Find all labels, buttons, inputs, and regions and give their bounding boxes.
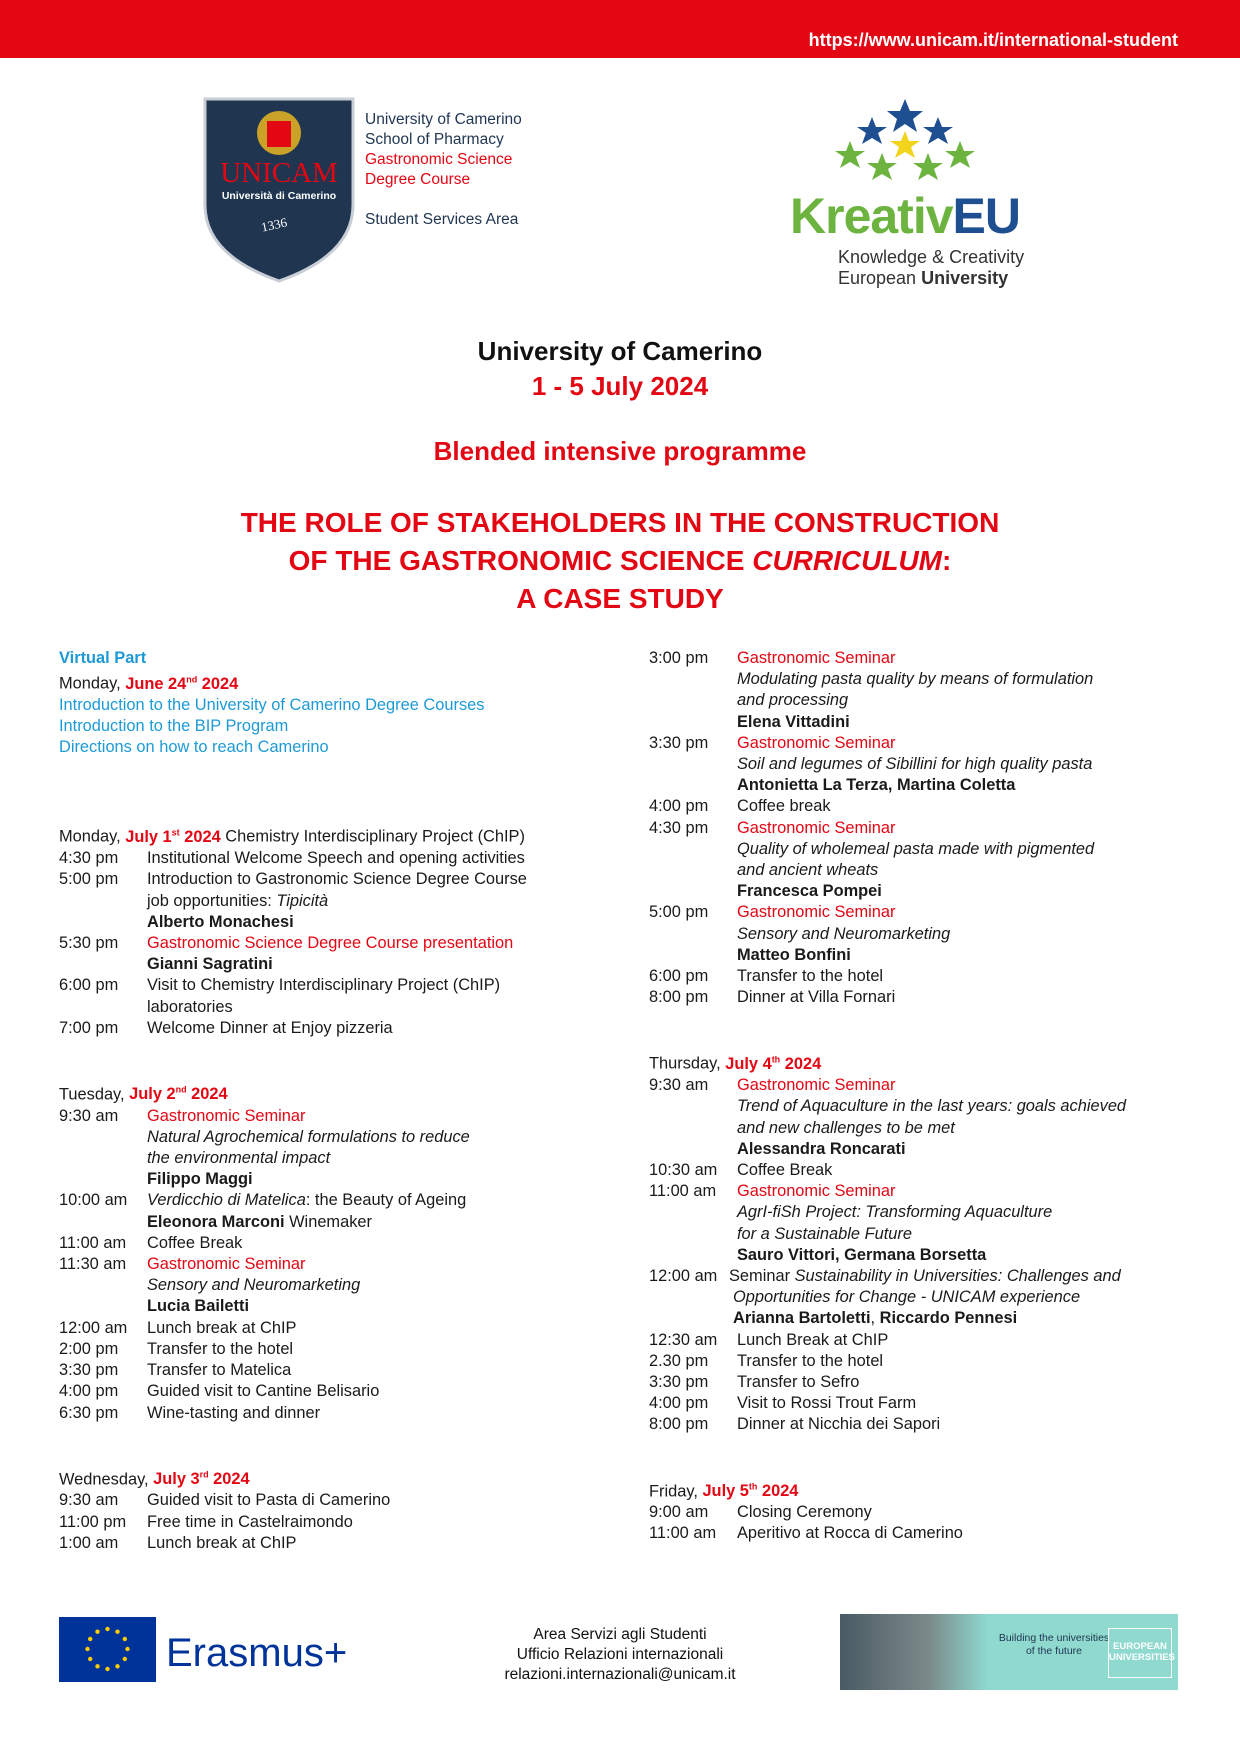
day-tuesday: Tuesday, July 2nd 2024 9:30 am Gastronomic Seminar Natural Agrochemical formulations to reduce the environmental impact Filippo Maggi 10:00 am Verdicchio di Matelica: the Beauty of Ageing Eleonora Marconi Winemaker 11:00 am Coffee Break 11:30 am Gastronomic Seminar Sensory and Neuromarketing Lucia Bailetti 12:00 am Lunch break at ChIP 2:00 pm Transfer to the hotel 3:30 pm Transfer to Matelica 4:00 pm Guided visit to Cantine Belisario 6:30 pm Wine-tasting and dinner <box>59 1080 619 1424</box>
schedule-row: 11:30 am Gastronomic Seminar Sensory and Neuromarketing Lucia Bailetti <box>59 1255 361 1316</box>
schedule-row: 2.30 pm Transfer to the hotel <box>649 1351 884 1370</box>
contact-info: Area Servizi agli Studenti Ufficio Relazioni internazionali relazioni.internazionali@unicam.it <box>440 1625 800 1685</box>
kreativeu-wordmark: KreativEU <box>790 188 1020 244</box>
schedule-row: 5:00 pm Gastronomic Seminar Sensory and Neuromarketing Matteo Bonfini <box>649 903 951 964</box>
erasmus-wordmark: Erasmus+ <box>166 1631 348 1675</box>
unicam-shield-logo <box>201 95 357 285</box>
contact-email[interactable]: relazioni.internazionali@unicam.it <box>504 1666 736 1683</box>
schedule-row: 11:00 am Gastronomic Seminar AgrI-fiSh Project: Transforming Aquaculture for a Sustainable Future Sauro Vittori, Germana Borsetta <box>649 1182 1053 1264</box>
eu-flag-icon <box>59 1617 156 1682</box>
schedule-row: 1:00 am Lunch break at ChIP <box>59 1533 297 1552</box>
schedule-row: 11:00 am Coffee Break <box>59 1233 243 1252</box>
top-banner <box>0 0 1240 58</box>
schedule-row: 4:00 pm Guided visit to Cantine Belisario <box>59 1382 380 1401</box>
schedule-row: 5:00 pm Introduction to Gastronomic Science Degree Course job opportunities: Tipicità Alberto Monachesi <box>59 870 527 931</box>
schedule-row: 12:00 am Seminar Sustainability in Universities: Challenges and Opportunities for Change - UNICAM experience Arianna Bartoletti, Riccardo Pennesi <box>649 1266 1121 1328</box>
list-item: Directions on how to reach Camerino <box>59 738 329 757</box>
affiliation-line: Student Services Area <box>365 211 519 228</box>
schedule-row: 4:30 pm Gastronomic Seminar Quality of wholemeal pasta made with pigmented and ancient wheats Francesca Pompei <box>649 818 1095 901</box>
affiliation-line: School of Pharmacy <box>365 131 504 148</box>
schedule-row: 9:30 am Gastronomic Seminar Natural Agrochemical formulations to reduce the environmental impact Filippo Maggi <box>59 1106 470 1189</box>
page-title: THE ROLE OF STAKEHOLDERS IN THE CONSTRUCTION OF THE GASTRONOMIC SCIENCE CURRICULUM: A CASE STUDY <box>240 507 1000 614</box>
day-wednesday: Wednesday, July 3rd 2024 9:30 am Guided visit to Pasta di Camerino 11:00 pm Free time in Castelraimondo 1:00 am Lunch break at ChIP <box>59 1465 619 1554</box>
schedule-row: 9:30 am Gastronomic Seminar Trend of Aquaculture in the last years: goals achieved and new challenges to be met Alessandra Roncarati <box>649 1076 1127 1158</box>
kreativeu-logo <box>790 95 1050 295</box>
list-item: Introduction to the BIP Program <box>59 717 289 736</box>
programme-heading: Blended intensive programme <box>433 436 807 466</box>
schedule-row: 5:30 pm Gastronomic Science Degree Course presentation Gianni Sagratini <box>59 933 514 974</box>
schedule-row: 10:00 am Verdicchio di Matelica: the Beauty of Ageing Eleonora Marconi Winemaker <box>59 1191 467 1231</box>
dates-heading: 1 - 5 July 2024 <box>531 371 709 401</box>
day-wednesday-continued <box>649 648 1209 1008</box>
schedule-row: 4:00 pm Visit to Rossi Trout Farm <box>649 1394 917 1413</box>
unicam-logo-year: 1336 <box>259 214 289 235</box>
schedule-row: 9:00 am Closing Ceremony <box>649 1503 872 1522</box>
schedule-row: 6:00 pm Transfer to the hotel <box>649 967 884 986</box>
schedule-row: 12:00 am Lunch break at ChIP <box>59 1318 297 1337</box>
schedule-row: 11:00 am Aperitivo at Rocca di Camerino <box>649 1524 963 1543</box>
european-universities-banner: Building the universities of the future EUROPEAN UNIVERSITIES <box>840 1614 1178 1690</box>
affiliation-line: Gastronomic Science <box>365 151 513 168</box>
day-thursday: Thursday, July 4th 2024 9:30 am Gastronomic Seminar Trend of Aquaculture in the last years: goals achieved and new challenges to be met Alessandra Roncarati 10:30 am Coffee Break 11:00 am Gastronomic Seminar AgrI-fiSh Project: Transforming Aquaculture for a Sustainable Future Sauro Vittori, Germana Borsetta 12:00 am Seminar Sustainability in Universities: Challenges and Opportunities for Change - UNICAM experience Arianna Bartoletti, Riccardo Pennesi 12:30 am Lunch Break at ChIP 2.30 pm Transfer to the hotel 3:30 pm Transfer to Sefro 4:00 pm Visit to Rossi Trout Farm 8:00 pm Dinner at Nicchia dei Sapori <box>649 1049 1209 1435</box>
schedule-row: 7:00 pm Welcome Dinner at Enjoy pizzeria <box>59 1018 393 1037</box>
affiliation-line: Degree Course <box>365 171 471 188</box>
affiliation-line: University of Camerino <box>365 111 522 128</box>
students-photo <box>840 1614 988 1690</box>
schedule-row: 2:00 pm Transfer to the hotel <box>59 1339 294 1358</box>
virtual-part: Virtual Part Monday, June 24nd 2024 Introduction to the University of Camerino Degree Courses Introduction to the BIP Program Directions on how to reach Camerino <box>59 648 619 758</box>
university-heading: University of Camerino <box>477 336 763 366</box>
schedule-row: 6:30 pm Wine-tasting and dinner <box>59 1403 321 1422</box>
schedule-row: 12:30 am Lunch Break at ChIP <box>649 1330 889 1349</box>
schedule-row: 11:00 pm Free time in Castelraimondo <box>59 1512 353 1531</box>
schedule-row: 3:30 pm Gastronomic Seminar Soil and legumes of Sibillini for high quality pasta Antonietta La Terza, Martina Coletta <box>649 733 1093 795</box>
schedule-row: 3:30 pm Transfer to Sefro <box>649 1372 860 1391</box>
erasmus-logo <box>59 1617 389 1685</box>
schedule-row: 6:00 pm Visit to Chemistry Interdisciplinary Project (ChIP) laboratories <box>59 976 501 1016</box>
schedule-row: 9:30 am Guided visit to Pasta di Camerino <box>59 1491 391 1510</box>
kreativeu-tagline: Knowledge & Creativity European University <box>838 247 1025 288</box>
unicam-logo-sub: Università di Camerino <box>221 190 337 202</box>
day-monday: Monday, July 1st 2024 Chemistry Interdisciplinary Project (ChIP) 4:30 pm Institutional Welcome Speech and opening activities 5:00 pm Introduction to Gastronomic Science Degree Course job opportunities: Tipicità Alberto Monachesi 5:30 pm Gastronomic Science Degree Course presentation Gianni Sagratini 6:00 pm Visit to Chemistry Interdisciplinary Project (ChIP) laboratories 7:00 pm Welcome Dinner at Enjoy pizzeria <box>59 822 619 1039</box>
stars-icon <box>830 95 980 185</box>
schedule-row: 4:00 pm Coffee break <box>649 797 831 816</box>
day-friday: Friday, July 5th 2024 9:00 am Closing Ceremony 11:00 am Aperitivo at Rocca di Camerino <box>649 1477 1209 1545</box>
european-universities-badge: EUROPEAN UNIVERSITIES <box>1108 1628 1172 1678</box>
schedule-row: 10:30 am Coffee Break <box>649 1160 833 1179</box>
unicam-logo-name: UNICAM <box>220 157 338 189</box>
schedule-right-column <box>649 648 1209 1545</box>
schedule-row: 4:30 pm Institutional Welcome Speech and opening activities <box>59 849 525 868</box>
list-item: Introduction to the University of Camerino Degree Courses <box>59 695 485 714</box>
schedule-row: 3:30 pm Transfer to Matelica <box>59 1361 292 1380</box>
schedule-left-column <box>59 648 619 1554</box>
schedule-row: 8:00 pm Dinner at Villa Fornari <box>649 988 896 1007</box>
unicam-affiliation <box>365 110 522 230</box>
schedule-row: 8:00 pm Dinner at Nicchia dei Sapori <box>649 1415 941 1434</box>
schedule-row: 3:00 pm Gastronomic Seminar Modulating pasta quality by means of formulation and processing Elena Vittadini <box>649 649 1094 731</box>
website-url[interactable]: https://www.unicam.it/international-student <box>808 30 1178 50</box>
